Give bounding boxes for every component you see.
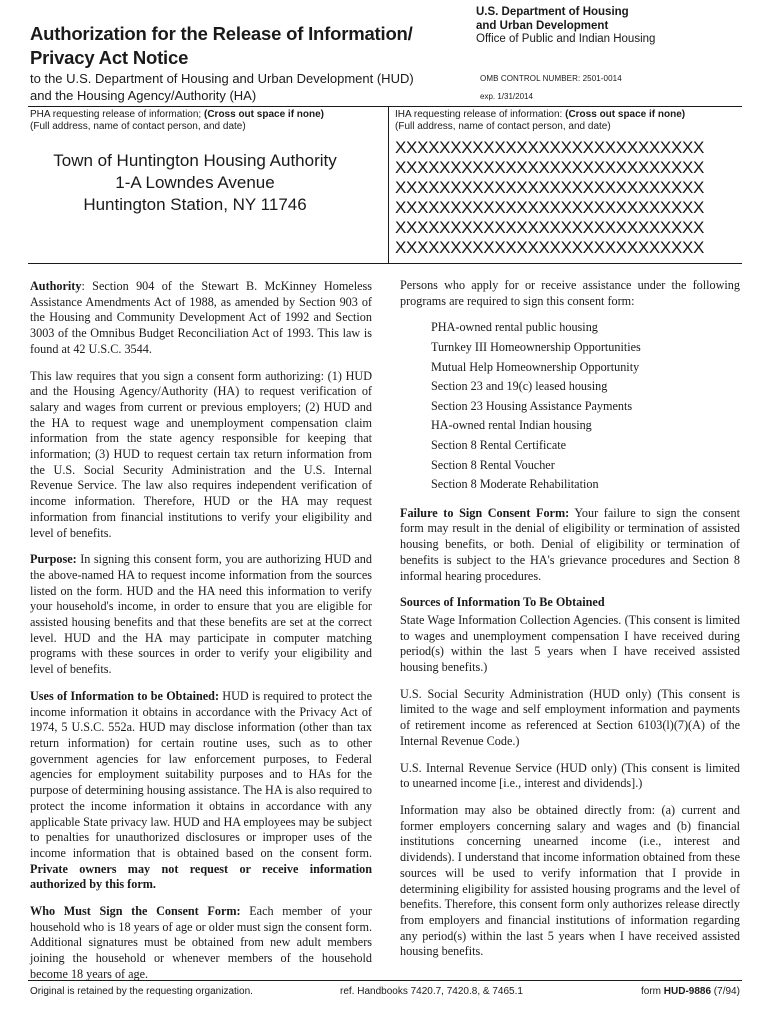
programs-intro: Persons who apply for or receive assistance under the following programs are required to sign this consent form: [400, 278, 740, 308]
private-owners-notice: Private owners may not request or receive information authorized by this form. [30, 861, 372, 892]
form-title-line1: Authorization for the Release of Information/ [30, 23, 413, 44]
pha-address-city: Huntington Station, NY 11746 [83, 195, 307, 214]
expiration-date: exp. 1/31/2014 [480, 92, 533, 101]
swica-paragraph: State Wage Information Collection Agencies. (This consent is limited to wages and unemployment compensation I have received during period(s) within the last 5 years when I have received assisted housing benefits.) [400, 612, 740, 675]
pha-address-street: 1-A Lowndes Avenue [115, 173, 275, 192]
iha-crossout[interactable] [395, 138, 765, 258]
header-divider [28, 106, 742, 107]
sources-heading: Sources of Information To Be Obtained [400, 595, 605, 610]
form-title-line2: Privacy Act Notice [30, 47, 189, 68]
uses-heading: Uses of Information to be Obtained: [30, 688, 220, 703]
pha-label-line2: (Full address, name of contact person, and date) [30, 121, 246, 132]
form-number: form HUD-9886 (7/94) [641, 986, 740, 997]
department-block [476, 6, 756, 47]
pha-address-name: Town of Huntington Housing Authority [53, 151, 337, 170]
department-name-line2: and Urban Development [476, 19, 609, 32]
crossout-line: XXXXXXXXXXXXXXXXXXXXXXXXXXXX [395, 158, 705, 177]
pha-label-line1: PHA requesting release of information; (Cross out space if none) [30, 109, 325, 120]
list-item: Section 23 Housing Assistance Payments [431, 398, 633, 413]
form-subtitle-line1: to the U.S. Department of Housing and Urban Development (HUD) [30, 71, 414, 86]
requester-bottom-divider [28, 263, 742, 264]
failure-paragraph: Failure to Sign Consent Form: Your failure to sign the consent form may result in the denial of eligibility or termination of assisted housing benefits, or both. Denial of eligibility or termination of benefits is subject to the HA's grievance procedures and Section 8 informal hearing procedures. [400, 505, 740, 583]
list-item: PHA-owned rental public housing [431, 320, 598, 335]
iha-requester-label [395, 109, 755, 133]
list-item: Section 8 Rental Voucher [431, 457, 555, 472]
footer-retention-note: Original is retained by the requesting organization. [30, 986, 253, 997]
crossout-line: XXXXXXXXXXXXXXXXXXXXXXXXXXXX [395, 178, 705, 197]
right-column [400, 278, 740, 971]
office-name: Office of Public and Indian Housing [476, 33, 656, 45]
form-title [30, 22, 450, 70]
authority-paragraph: Authority: Section 904 of the Stewart B. McKinney Homeless Assistance Amendments Act of 1988, as amended by Section 903 of the Housing and Community Development Act of 1992 and Section 3003 of the Omnibus Budget Reconciliation Act of 1993. This law is found at 42 U.S.C. 3544. [30, 279, 372, 356]
footer-divider [28, 980, 742, 981]
form-subtitle-line2: and the Housing Agency/Authority (HA) [30, 88, 257, 103]
who-must-sign-heading: Who Must Sign the Consent Form: [30, 904, 241, 919]
crossout-line: XXXXXXXXXXXXXXXXXXXXXXXXXXXX [395, 238, 705, 257]
crossout-line: XXXXXXXXXXXXXXXXXXXXXXXXXXXX [395, 218, 705, 237]
failure-heading: Failure to Sign Consent Form: [400, 505, 570, 520]
department-name-line1: U.S. Department of Housing [476, 6, 629, 18]
purpose-paragraph: Purpose: In signing this consent form, you are authorizing HUD and the above-named HA to request income information from the sources listed on the form. HUD and the HA need this information to verify your household's income, in order to ensure that you are eligible for assisted housing benefits and that these benefits are set at the correct level. HUD and the HA may participate in computer matching programs with these sources in order to verify your eligibility and level of benefits. [30, 552, 372, 677]
purpose-heading: Purpose: [30, 552, 77, 567]
list-item: Mutual Help Homeownership Opportunity [431, 359, 640, 374]
list-item: Turnkey III Homeownership Opportunities [431, 340, 641, 354]
form-subtitle [30, 70, 460, 104]
list-item: HA-owned rental Indian housing [431, 418, 592, 433]
direct-sources-paragraph: Information may also be obtained directly from: (a) current and former employers concerning salary and wages and (b) financial institutions concerning unearned income (i.e., interest and dividends). I understand that income information obtained from these sources will be used to verify information that I provide in determining eligibility for assisted housing programs and the level of benefits. Therefore, this consent form only authorizes release directly from employers and financial institutions of information regarding any period(s) within the last 5 years when I have received assisted housing benefits. [400, 803, 740, 959]
who-must-sign-paragraph: Who Must Sign the Consent Form: Each member of your household who is 18 years of age or older must sign the consent form. Additional signatures must be obtained from new adult members joining the household or whenever members of the household become 18 years of age. [30, 904, 372, 981]
list-item: Section 23 and 19(c) leased housing [431, 379, 608, 394]
footer-handbook-ref: ref. Handbooks 7420.7, 7420.8, & 7465.1 [340, 986, 523, 997]
law-paragraph: This law requires that you sign a consent form authorizing: (1) HUD and the Housing Agency/Authority (HA) to request verification of salary and wages from current or previous employers; (2) HUD and the HA to request wage and unemployment compensation claim information from the state agency responsible for keeping that information; (3) HUD to request certain tax return information from the U.S. Social Security Administration and the U.S. Internal Revenue Service. The law also requires independent verification of income information. Therefore, HUD or the HA may request information from financial institutions to verify your eligibility and level of benefits. [30, 368, 372, 540]
programs-list [431, 318, 740, 494]
pha-address[interactable] [30, 150, 360, 216]
list-item: Section 8 Rental Certificate [431, 437, 567, 452]
uses-paragraph: Uses of Information to be Obtained: HUD is required to protect the income information it obtains in accordance with the Privacy Act of 1974, 5 U.S.C. 552a. HUD may disclose information (other than tax return information) for certain routine uses, such as to other government agencies for law enforcement purposes, to Federal agencies for employment suitability purposes and to HAs for the purpose of determining housing assistance. The HA is also required to protect the income information it obtains in accordance with any applicable State privacy law. HUD and HA employees may be subject to penalties for unauthorized disclosures or improper uses of the income information that is obtained based on the consent form. Private owners may not request or receive information authorized by this form. [30, 688, 373, 892]
omb-control-number: OMB CONTROL NUMBER: 2501-0014 [480, 74, 622, 83]
left-column [30, 279, 372, 994]
crossout-line: XXXXXXXXXXXXXXXXXXXXXXXXXXXX [395, 198, 705, 217]
pha-requester-label [30, 109, 380, 133]
iha-label-line1: IHA requesting release of information: (Cross out space if none) [395, 109, 686, 120]
ssa-paragraph: U.S. Social Security Administration (HUD only) (This consent is limited to the wage and self employment information and payments of retirement income as referenced at Section 6103(l)(7)(A) of the Internal Revenue Code.) [400, 686, 740, 748]
irs-paragraph: U.S. Internal Revenue Service (HUD only) (This consent is limited to unearned income [i.e., interest and dividends].) [400, 760, 740, 791]
iha-label-line2: (Full address, name of contact person, and date) [395, 121, 611, 132]
crossout-line: XXXXXXXXXXXXXXXXXXXXXXXXXXXX [395, 138, 705, 157]
authority-heading: Authority [30, 279, 82, 293]
list-item: Section 8 Moderate Rehabilitation [431, 477, 599, 492]
requester-column-divider [388, 107, 389, 263]
